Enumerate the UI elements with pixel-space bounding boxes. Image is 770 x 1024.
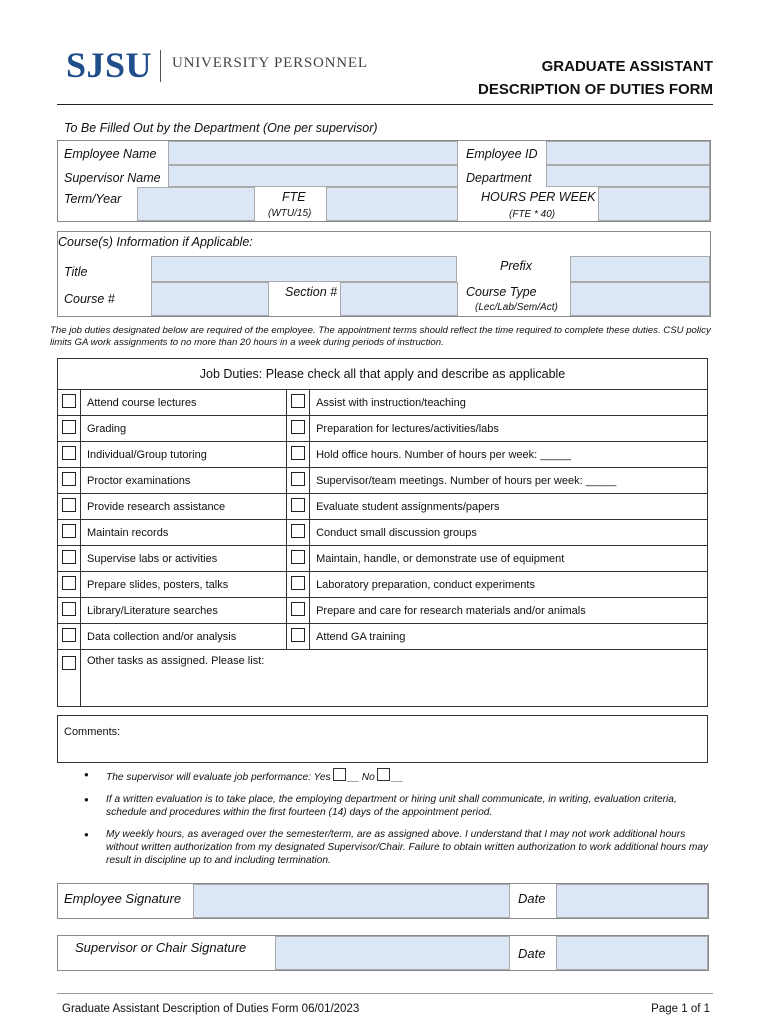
supervisor-name-field[interactable] [168, 165, 458, 187]
duty-label: Conduct small discussion groups [310, 520, 708, 546]
prefix-field[interactable] [570, 256, 710, 282]
table-row [58, 572, 708, 598]
form-title-line2: DESCRIPTION OF DUTIES FORM [477, 81, 713, 98]
duty-label: Supervise labs or activities [81, 546, 287, 572]
hours-per-week-sublabel: (FTE * 40) [509, 209, 556, 220]
table-row [58, 598, 708, 624]
employee-signature-label: Employee Signature [64, 891, 182, 906]
checkbox[interactable] [62, 498, 76, 512]
logo-subtitle: UNIVERSITY PERSONNEL [172, 55, 368, 71]
job-duties-table [57, 358, 708, 707]
checkbox[interactable] [291, 576, 305, 590]
checkbox[interactable] [62, 550, 76, 564]
employee-name-label: Employee Name [64, 147, 157, 161]
checkbox[interactable] [291, 446, 305, 460]
header-rule [57, 104, 713, 105]
table-row [58, 546, 708, 572]
duties-notice: The job duties designated below are required of the employee. The appointment terms should reflect the time required to complete these duties. CSU policy limits GA work assignments to no more than 20 hours in a week during periods of instruction. [50, 325, 711, 348]
duty-label: Prepare and care for research materials and/or animals [310, 598, 708, 624]
checkbox[interactable] [291, 524, 305, 538]
supervisor-name-label: Supervisor Name [64, 171, 161, 185]
checkbox[interactable] [291, 498, 305, 512]
fte-sublabel: (WTU/15) [268, 208, 312, 219]
duty-label: Proctor examinations [81, 468, 287, 494]
form-title-line1: GRADUATE ASSISTANT [541, 58, 713, 75]
sjsu-logo: SJSU [66, 45, 153, 85]
evaluation-question: The supervisor will evaluate job performance: Yes [106, 772, 331, 783]
form-title [478, 55, 713, 101]
supervisor-date-field[interactable] [556, 936, 708, 970]
prefix-label: Prefix [500, 259, 532, 273]
employee-date-field[interactable] [556, 884, 708, 918]
checkbox[interactable] [62, 602, 76, 616]
table-row-other [58, 650, 708, 707]
department-label: Department [466, 171, 532, 185]
hours-per-week-field[interactable] [598, 187, 710, 221]
footer-rule [57, 993, 713, 994]
table-row [58, 520, 708, 546]
supervisor-date-label: Date [518, 946, 546, 961]
course-number-label: Course # [64, 292, 115, 306]
employee-date-label: Date [518, 891, 546, 906]
table-row [58, 468, 708, 494]
checkbox[interactable] [62, 576, 76, 590]
comments-label: Comments: [64, 726, 121, 738]
checkbox[interactable] [291, 420, 305, 434]
course-type-label: Course Type [466, 285, 537, 299]
yes-checkbox[interactable] [333, 768, 346, 781]
comments-box[interactable] [57, 715, 708, 763]
duty-label: Evaluate student assignments/papers [310, 494, 708, 520]
duty-label: Individual/Group tutoring [81, 442, 287, 468]
checkbox[interactable] [62, 628, 76, 642]
duty-label: Hold office hours. Number of hours per week: _____ [310, 442, 708, 468]
list-item: ● If a written evaluation is to take place, the employing department or hiring unit shall communicate, in writing, evaluation criteria, schedule and procedures within the first fourteen (14) days of the appointment period. [84, 793, 714, 819]
checkbox[interactable] [62, 524, 76, 538]
checkbox[interactable] [291, 550, 305, 564]
duty-label: Attend course lectures [81, 390, 287, 416]
table-row [58, 442, 708, 468]
footer-form-name: Graduate Assistant Description of Duties Form 06/01/2023 [62, 1003, 360, 1015]
fte-label: FTE [282, 190, 306, 204]
department-instruction: To Be Filled Out by the Department (One per supervisor) [64, 121, 378, 135]
term-year-label: Term/Year [64, 192, 122, 206]
checkbox[interactable] [62, 394, 76, 408]
checkbox[interactable] [291, 394, 305, 408]
checkbox[interactable] [62, 420, 76, 434]
table-row [58, 494, 708, 520]
employee-signature-field[interactable] [193, 884, 510, 918]
other-tasks-checkbox[interactable] [62, 656, 76, 670]
checkbox[interactable] [291, 602, 305, 616]
no-checkbox[interactable] [377, 768, 390, 781]
duty-label: Prepare slides, posters, talks [81, 572, 287, 598]
list-item: ● The supervisor will evaluate job performance: Yes __ No __ [84, 768, 714, 784]
duty-label: Laboratory preparation, conduct experiments [310, 572, 708, 598]
duty-label: Data collection and/or analysis [81, 624, 287, 650]
fte-field[interactable] [326, 187, 458, 221]
job-duties-heading: Job Duties: Please check all that apply and describe as applicable [58, 359, 708, 390]
course-type-field[interactable] [570, 282, 710, 316]
course-type-sublabel: (Lec/Lab/Sem/Act) [475, 302, 558, 313]
supervisor-signature-field[interactable] [275, 936, 510, 970]
duty-label: Supervisor/team meetings. Number of hours per week: _____ [310, 468, 708, 494]
section-number-field[interactable] [340, 282, 458, 316]
term-year-field[interactable] [137, 187, 255, 221]
list-item: ● My weekly hours, as averaged over the semester/term, are as assigned above. I understand that I may not work additional hours without written authorization from my designated Supervisor/Chair. Failure to obtain written authorization to work additional hours may result in discipline up to and including termination. [84, 828, 714, 867]
employee-id-field[interactable] [546, 141, 710, 165]
checkbox[interactable] [62, 472, 76, 486]
duty-label: Library/Literature searches [81, 598, 287, 624]
hours-per-week-label: HOURS PER WEEK [481, 190, 596, 204]
duty-label: Grading [81, 416, 287, 442]
table-row [58, 416, 708, 442]
employee-name-field[interactable] [168, 141, 458, 165]
duty-label: Maintain records [81, 520, 287, 546]
logo-divider [160, 50, 161, 82]
other-tasks-field[interactable] [81, 650, 708, 707]
duty-label: Maintain, handle, or demonstrate use of equipment [310, 546, 708, 572]
checkbox[interactable] [62, 446, 76, 460]
employee-id-label: Employee ID [466, 147, 538, 161]
table-row [58, 624, 708, 650]
duty-label: Assist with instruction/teaching [310, 390, 708, 416]
table-row [58, 390, 708, 416]
department-field[interactable] [546, 165, 710, 187]
no-label: No [361, 772, 375, 783]
supervisor-signature-label: Supervisor or Chair Signature [75, 940, 247, 955]
other-tasks-label: Other tasks as assigned. Please list: [87, 655, 265, 667]
page-number: Page 1 of 1 [651, 1003, 710, 1015]
section-number-label: Section # [285, 285, 338, 299]
course-title-label: Title [64, 265, 88, 279]
acknowledgement-list [84, 768, 714, 876]
duty-label: Provide research assistance [81, 494, 287, 520]
checkbox[interactable] [291, 472, 305, 486]
course-info-heading: Course(s) Information if Applicable: [58, 235, 253, 249]
course-title-field[interactable] [151, 256, 457, 282]
course-number-field[interactable] [151, 282, 269, 316]
checkbox[interactable] [291, 628, 305, 642]
duty-label: Attend GA training [310, 624, 708, 650]
duty-label: Preparation for lectures/activities/labs [310, 416, 708, 442]
